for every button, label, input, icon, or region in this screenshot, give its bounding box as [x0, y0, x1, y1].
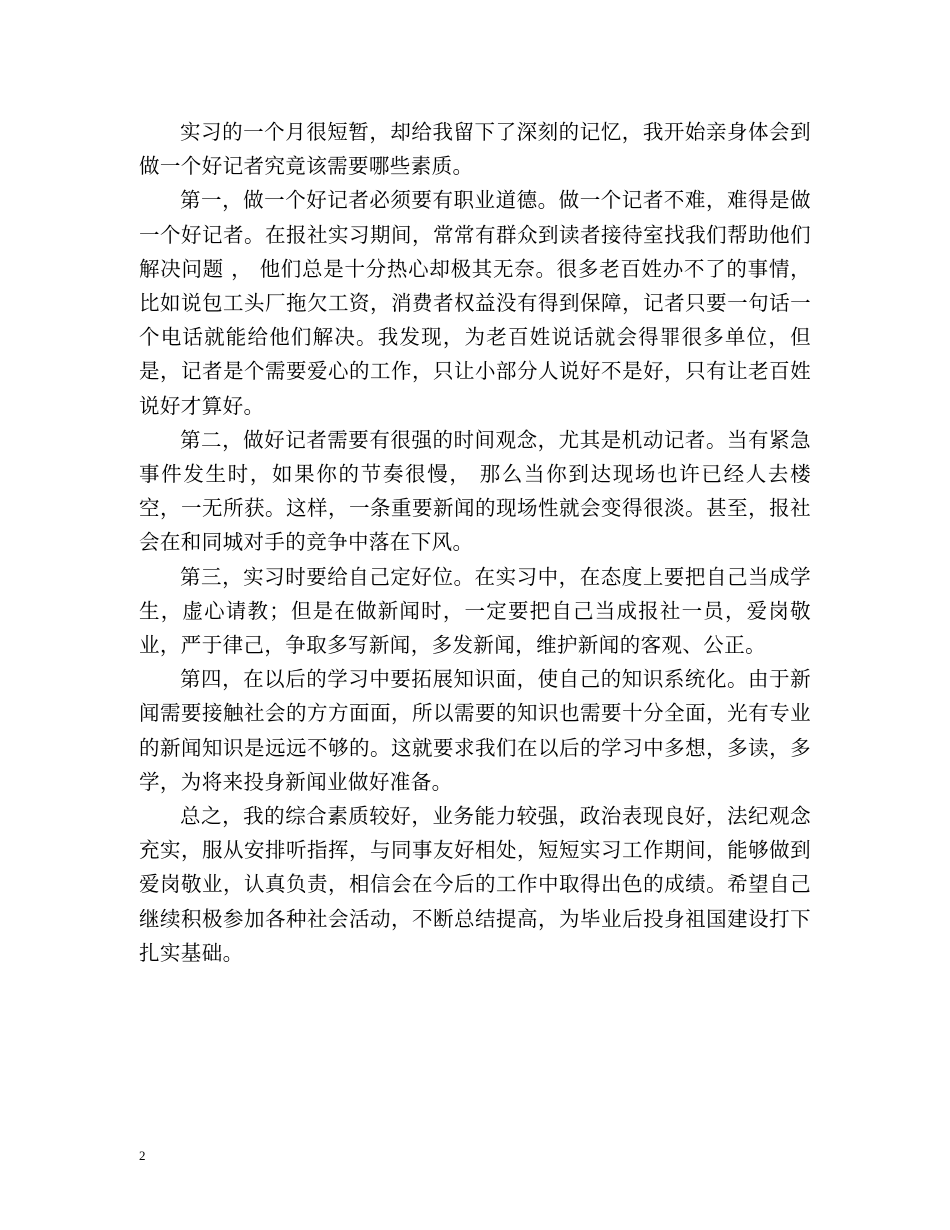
paragraph-summary: 总之，我的综合素质较好，业务能力较强，政治表现良好，法纪观念充实，服从安排听指挥，与同事友好相处，短短实习工作期间，能够做到爱岗敬业，认真负责，相信会在今后的工作中取得出色的成绩。希望自己继续积极参加各种社会活动，不断总结提高，为毕业后投身祖国建设打下扎实基础。 — [139, 804, 811, 965]
paragraph-third-point: 第三，实习时要给自己定好位。在实习中，在态度上要把自己当成学生，虚心请教；但是在做新闻时，一定要把自己当成报社一员，爱岗敬业，严于律己，争取多写新闻，多发新闻，维护新闻的客观、公正。 — [139, 564, 811, 658]
paragraph-intro: 实习的一个月很短暂，却给我留下了深刻的记忆，我开始亲身体会到做一个好记者究竟该需要哪些素质。 — [139, 120, 811, 179]
document-body — [139, 115, 811, 970]
paragraph-fourth-point: 第四，在以后的学习中要拓展知识面，使自己的知识系统化。由于新闻需要接触社会的方方面面，所以需要的知识也需要十分全面，光有专业的新闻知识是远远不够的。这就要求我们在以后的学习中多想，多读，多学，为将来投身新闻业做好准备。 — [139, 667, 811, 794]
paragraph-second-point: 第二，做好记者需要有很强的时间观念，尤其是机动记者。当有紧急事件发生时，如果你的节奏很慢， 那么当你到达现场也许已经人去楼空，一无所获。这样，一条重要新闻的现场性就会变得很淡。甚至，报社会在和同城对手的竞争中落在下风。 — [139, 427, 811, 555]
paragraph-first-point: 第一，做一个好记者必须要有职业道德。做一个记者不难，难得是做一个好记者。在报社实习期间，常常有群众到读者接待室找我们帮助他们解决问题 ， 他们总是十分热心却极其无奈。很多老百姓办不了的事情，比如说包工头厂拖欠工资，消费者权益没有得到保障，记者只要一句话一个电话就能给他们解决。我发现，为老百姓说话就会得罪很多单位，但是，记者是个需要爱心的工作，只让小部分人说好不是好，只有让老百姓说好才算好。 — [139, 188, 811, 418]
page-number: 2 — [139, 1148, 146, 1163]
